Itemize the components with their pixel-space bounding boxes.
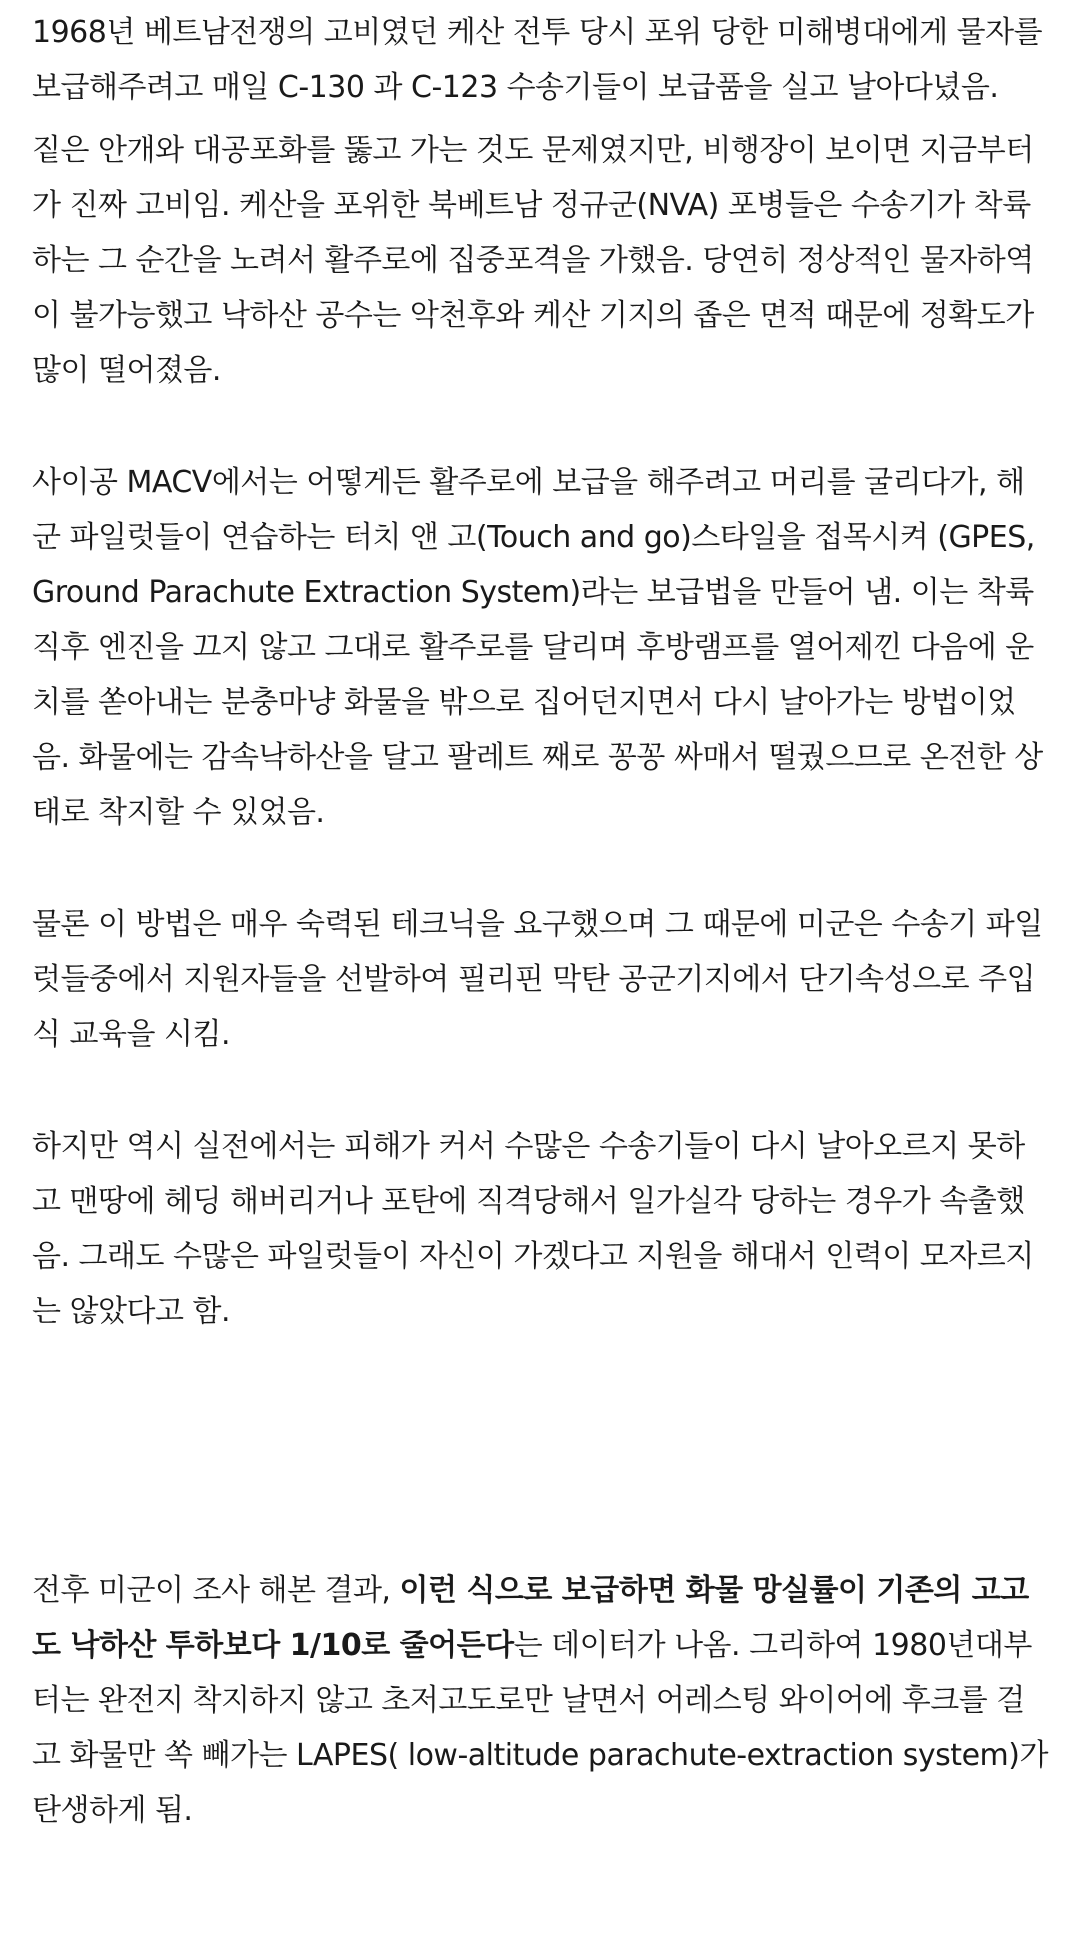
paragraph-khe-sanh-intro: 1968년 베트남전쟁의 고비였던 케산 전투 당시 포위 당한 미해병대에게 물자를 보급해주려고 매일 C-130 과 C-123 수송기들이 보급품을 실고 날아다녔음. — [32, 15, 1043, 105]
paragraph-gpes-method: 사이공 MACV에서는 어떻게든 활주로에 보급을 해주려고 머리를 굴리다가, 해군 파일럿들이 연습하는 터치 앤 고(Touch and go)스타일을 접목시켜 (GPES, Ground Parachute Extraction System)라는 보급법을 만들어 냄. 이는 착륙 직후 엔진을 끄지 않고 그대로 활주로를 달리며 후방램프를 열어제낀 다음에 운치를 쏟아내는 분충마냥 화물을 밖으로 집어던지면서 다시 날아가는 방법이었음. 화물에는 감속낙하산을 달고 팔레트 째로 꽁꽁 싸매서 떨궜으므로 온전한 상태로 착지할 수 있었음. — [32, 465, 1043, 830]
paragraph-pilot-training: 물론 이 방법은 매우 숙력된 테크닉을 요구했으며 그 때문에 미군은 수송기 파일럿들중에서 지원자들을 선발하여 필리핀 막탄 공군기지에서 단기속성으로 주입식 교육을 시킴. — [32, 907, 1043, 1052]
paragraph-casualties: 하지만 역시 실전에서는 피해가 커서 수많은 수송기들이 다시 날아오르지 못하고 맨땅에 헤딩 해버리거나 포탄에 직격당해서 일가실각 당하는 경우가 속출했음. 그래도 수많은 파일럿들이 자신이 가겠다고 지원을 해대서 인력이 모자르지는 않았다고 함. — [32, 1129, 1034, 1329]
result-text-end: 는 데이터가 나옴. 그리하여 1980년대부터는 완전지 착지하지 않고 초저고도로만 날면서 어레스팅 와이어에 후크를 걸고 화물만 쏙 빼가는 LAPES( low-altitude parachute-extraction system)가 탄생하게 됨. — [32, 1628, 1048, 1828]
paragraph-runway-danger: 짙은 안개와 대공포화를 뚫고 가는 것도 문제였지만, 비행장이 보이면 지금부터가 진짜 고비임. 케산을 포위한 북베트남 정규군(NVA) 포병들은 수송기가 착륙하는 그 순간을 노려서 활주로에 집중포격을 가했음. 당연히 정상적인 물자하역이 불가능했고 낙하산 공수는 악천후와 케산 기지의 좁은 면적 때문에 정확도가 많이 떨어졌음. — [32, 133, 1034, 388]
result-highlight: 이런 식으로 보급하면 화물 망실률이 기존의 고고도 낙하산 투하보다 1/10로 줄어든다 — [32, 1573, 1029, 1663]
paragraph-lapes-result — [32, 1563, 1052, 1838]
result-text-start: 전후 미군이 조사 해본 결과, — [32, 1573, 400, 1608]
